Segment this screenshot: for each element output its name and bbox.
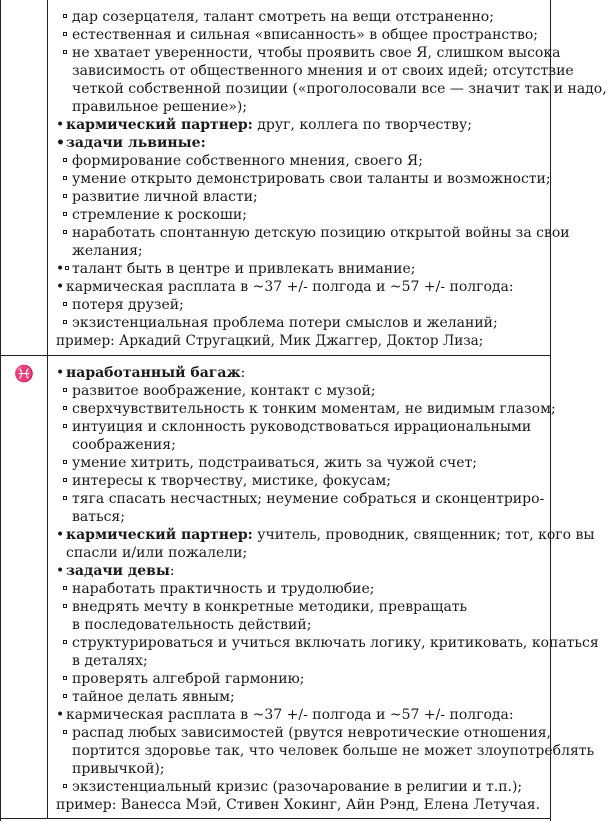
tasks-colon: : <box>169 563 175 579</box>
list-item: внедрять мечту в конкретные методики, превращать <box>56 598 542 616</box>
list-item: наработать практичность и трудолюбие; <box>56 580 542 598</box>
list-item-continuation: ваться; <box>72 509 125 525</box>
list-item: развитое воображение, контакт с музой; <box>56 382 542 400</box>
list-item: структурироваться и учиться включать логику, критиковать, копаться <box>56 634 542 652</box>
karmic-partner-heading: кармический партнер: <box>66 117 253 133</box>
list-item: экзистенциальный кризис (разочарование в религии и т.п.); <box>56 778 542 796</box>
list-item-continuation: спасли и/или пожалели; <box>66 545 248 561</box>
karmic-partner-text: учитель, проводник, священник; тот, кого вы <box>252 527 595 543</box>
table-row <box>1 356 599 819</box>
sign-cell <box>1 356 48 818</box>
list-item: стремление к роскоши; <box>56 206 542 224</box>
list-item-continuation: зависимость от общественного мнения и от своих идей; отсутствие <box>72 63 574 79</box>
examples-line: пример: Аркадий Стругацкий, Мик Джаггер, Доктор Лиза; <box>56 333 484 349</box>
sign-cell <box>1 0 48 355</box>
pisces-icon: ♓ <box>14 364 34 383</box>
list-item: развитие личной власти; <box>56 188 542 206</box>
list-item: умение открыто демонстрировать свои таланты и возможности; <box>56 170 542 188</box>
heritage-heading: наработанный багаж <box>66 365 241 381</box>
list-item-continuation: четкой собственной позиции («проголосовали все — значит так и надо, <box>72 81 607 97</box>
list-item-continuation: в деталях; <box>72 653 148 669</box>
list-item: потеря друзей; <box>56 296 542 314</box>
karmic-partner-item <box>56 526 595 544</box>
list-item: формирование собственного мнения, своего Я; <box>56 152 542 170</box>
list-item: наработать спонтанную детскую позицию открытой войны за свои <box>56 224 542 242</box>
karmic-partner-heading: кармический партнер: <box>66 527 253 543</box>
examples-line: пример: Ванесса Мэй, Стивен Хокинг, Айн Рэнд, Елена Летучая. <box>56 797 541 813</box>
list-item-continuation: портится здоровье так, что человек больше не может злоупотреблять <box>72 743 595 759</box>
list-item: интересы к творчеству, мистике, фокусам; <box>56 472 542 490</box>
list-item-continuation: в последовательность действий; <box>72 617 312 633</box>
description-cell <box>56 8 607 350</box>
tasks-heading: • задачи львиные: <box>56 134 542 152</box>
list-item: интуиция и склонность руководствоваться иррациональными <box>56 418 542 436</box>
heritage-colon: : <box>240 365 246 381</box>
list-item: проверять алгеброй гармонию; <box>56 670 542 688</box>
list-item: умение хитрить, подстраиваться, жить за чужой счет; <box>56 454 542 472</box>
list-item: экзистенциальная проблема потери смыслов и желаний; <box>56 314 542 332</box>
list-item-continuation: привычкой); <box>72 761 165 777</box>
tasks-heading: задачи девы <box>66 563 170 579</box>
tasks-heading-item <box>56 562 542 580</box>
list-item: тайное делать явным; <box>56 688 542 706</box>
list-item: тяга спасать несчастных; неумение собраться и сконцентриро- <box>56 490 542 508</box>
list-item: • талант быть в центре и привлекать внимание; <box>56 260 542 278</box>
list-item-continuation: желания; <box>72 243 143 259</box>
karmic-payback-item: • кармическая расплата в ~37 +/- полгода и ~57 +/- полгода: <box>56 278 542 296</box>
list-item: естественная и сильная «вписанность» в общее пространство; <box>56 26 542 44</box>
karmic-partner-text: друг, коллега по творчеству; <box>252 117 472 133</box>
list-item: не хватает уверенности, чтобы проявить свое Я, слишком высока <box>56 44 542 62</box>
list-item-continuation: соображения; <box>72 437 176 453</box>
list-item-continuation: правильное решение»); <box>72 99 248 115</box>
karmic-partner-item <box>56 116 542 134</box>
list-item: распад любых зависимостей (рвутся невротические отношения, <box>56 724 542 742</box>
table-row <box>1 0 607 356</box>
description-cell <box>56 364 599 814</box>
list-item: сверхчувствительность к тонким моментам, не видимым глазом; <box>56 400 542 418</box>
karmic-payback-item: • кармическая расплата в ~37 +/- полгода и ~57 +/- полгода: <box>56 706 542 724</box>
list-item: дар созерцателя, талант смотреть на вещи отстраненно; <box>56 8 542 26</box>
heritage-heading-item <box>56 364 542 382</box>
